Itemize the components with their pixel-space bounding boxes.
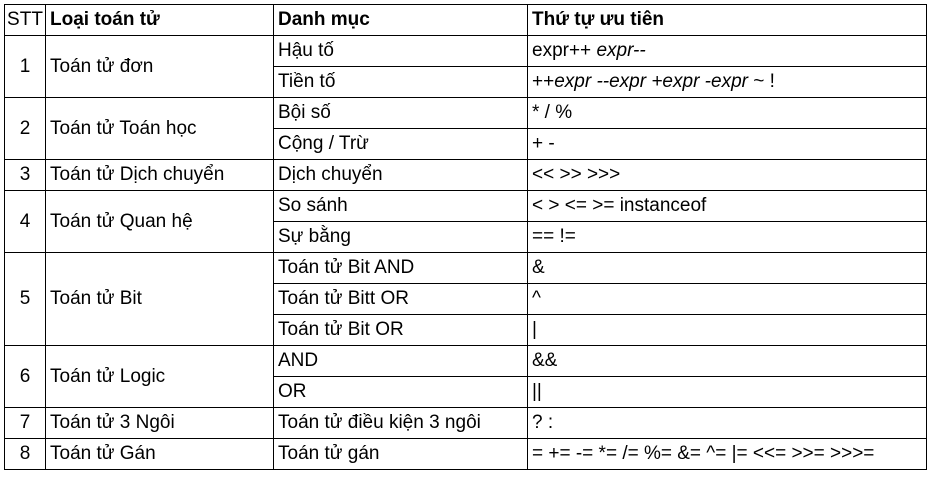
table-row xyxy=(5,439,927,470)
precedence-italic-text: expr --expr +expr -expr xyxy=(554,71,748,92)
header-row xyxy=(5,5,927,36)
precedence-cell: | xyxy=(528,315,927,346)
category-cell: Toán tử Bit AND xyxy=(274,253,528,284)
precedence-cell: == != xyxy=(528,222,927,253)
header-operator-type: Loại toán tử xyxy=(46,5,274,36)
operator-precedence-table xyxy=(4,4,927,470)
category-cell: Tiền tố xyxy=(274,67,528,98)
table-row xyxy=(5,253,927,284)
precedence-cell: || xyxy=(528,377,927,408)
precedence-cell: ^ xyxy=(528,284,927,315)
precedence-tail-text: ~ ! xyxy=(747,71,775,92)
stt-cell: 6 xyxy=(5,346,46,408)
table-row xyxy=(5,98,927,129)
table-row xyxy=(5,346,927,377)
stt-cell: 2 xyxy=(5,98,46,160)
precedence-cell: & xyxy=(528,253,927,284)
category-cell: Hậu tố xyxy=(274,36,528,67)
stt-cell: 1 xyxy=(5,36,46,98)
precedence-italic-text: expr-- xyxy=(596,40,646,61)
precedence-text: expr++ xyxy=(532,40,597,61)
precedence-cell: ? : xyxy=(528,408,927,439)
category-cell: Cộng / Trừ xyxy=(274,129,528,160)
header-category: Danh mục xyxy=(274,5,528,36)
operator-type-cell: Toán tử 3 Ngôi xyxy=(46,408,274,439)
header-precedence: Thứ tự ưu tiên xyxy=(528,5,927,36)
header-stt: STT xyxy=(5,5,46,36)
stt-cell: 3 xyxy=(5,160,46,191)
category-cell: Toán tử điều kiện 3 ngôi xyxy=(274,408,528,439)
operator-type-cell: Toán tử Logic xyxy=(46,346,274,408)
category-cell: OR xyxy=(274,377,528,408)
precedence-cell xyxy=(528,36,927,67)
category-cell: Toán tử Bitt OR xyxy=(274,284,528,315)
precedence-cell: << >> >>> xyxy=(528,160,927,191)
category-cell: Dịch chuyển xyxy=(274,160,528,191)
category-cell: Toán tử gán xyxy=(274,439,528,470)
category-cell: Sự bằng xyxy=(274,222,528,253)
operator-type-cell: Toán tử Dịch chuyển xyxy=(46,160,274,191)
operator-type-cell: Toán tử đơn xyxy=(46,36,274,98)
precedence-cell xyxy=(528,67,927,98)
operator-type-cell: Toán tử Quan hệ xyxy=(46,191,274,253)
precedence-cell: = += -= *= /= %= &= ^= |= <<= >>= >>>= xyxy=(528,439,927,470)
operator-type-cell: Toán tử Toán học xyxy=(46,98,274,160)
stt-cell: 4 xyxy=(5,191,46,253)
table-row xyxy=(5,160,927,191)
table-row xyxy=(5,408,927,439)
category-cell: AND xyxy=(274,346,528,377)
category-cell: Toán tử Bit OR xyxy=(274,315,528,346)
precedence-cell: && xyxy=(528,346,927,377)
category-cell: So sánh xyxy=(274,191,528,222)
stt-cell: 5 xyxy=(5,253,46,346)
stt-cell: 7 xyxy=(5,408,46,439)
precedence-cell: + - xyxy=(528,129,927,160)
stt-cell: 8 xyxy=(5,439,46,470)
precedence-cell: < > <= >= instanceof xyxy=(528,191,927,222)
operator-type-cell: Toán tử Bit xyxy=(46,253,274,346)
table-row xyxy=(5,36,927,67)
category-cell: Bội số xyxy=(274,98,528,129)
precedence-cell: * / % xyxy=(528,98,927,129)
operator-type-cell: Toán tử Gán xyxy=(46,439,274,470)
table-row xyxy=(5,191,927,222)
precedence-text: ++ xyxy=(532,71,555,92)
